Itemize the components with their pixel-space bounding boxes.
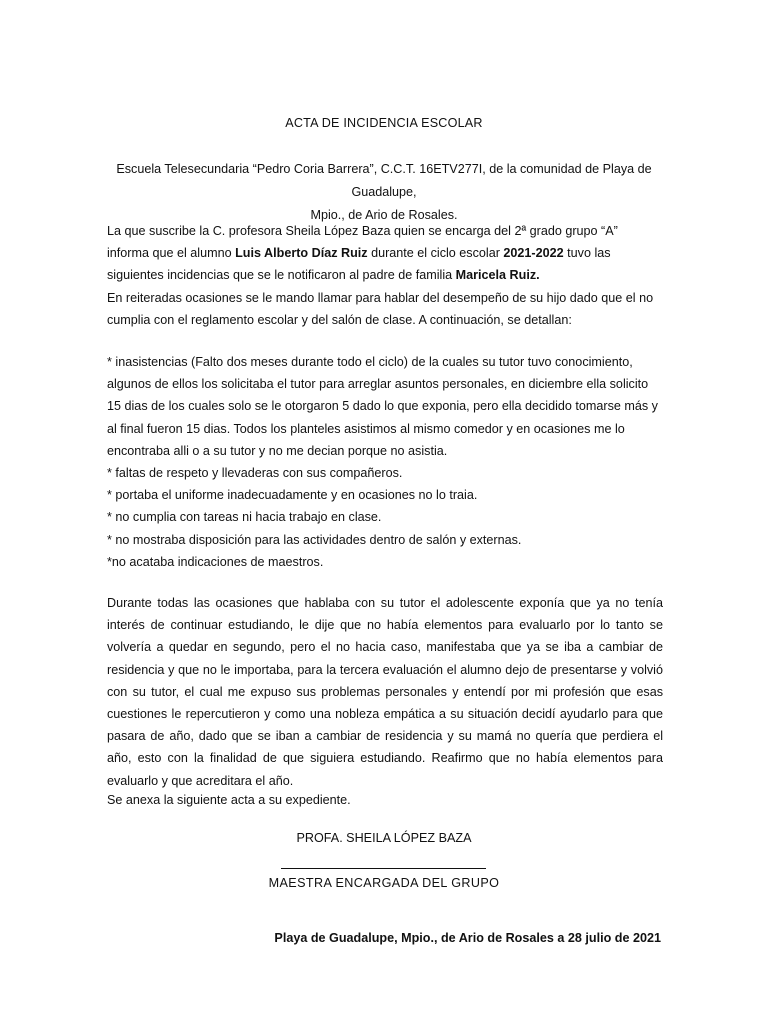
school-header: [104, 158, 664, 227]
intro-text-c: tuvo las siguientes incidencias que se le notificaron al padre de familia: [107, 246, 611, 283]
incident-item: * no cumplia con tareas ni hacia trabajo en clase.: [107, 510, 382, 525]
intro-paragraph-2: En reiteradas ocasiones se le mando llamar para hablar del desempeño de su hijo dado que el no cumplia con el reglamento escolar y del salón de clase. A continuación, se detallan:: [107, 290, 654, 327]
student-name: Luis Alberto Díaz Ruiz: [235, 246, 368, 261]
intro-section: [107, 220, 663, 331]
intro-text-b: durante el ciclo escolar: [367, 246, 504, 261]
intro-paragraph: [107, 220, 663, 287]
incident-item: * inasistencias (Falto dos meses durante todo el ciclo) de la cuales su tutor tuvo conocimiento, algunos de ellos los solicitaba el tutor para arreglar asuntos personales, en diciembre ella solicito 15 dias de los cuales solo se le otorgaron 5 dado lo que exponia, pero ella decidido tomarse más y al final fueron 15 dias. Todos los planteles asistimos al mismo comedor y en ocasiones me lo encontraba alli o a su tutor y no me decian porque no asistia.: [107, 355, 658, 458]
annex-note: Se anexa la siguiente acta a su expediente.: [107, 793, 351, 807]
incident-item: * no mostraba disposición para las actividades dentro de salón y externas.: [107, 532, 522, 547]
signature-line: [281, 868, 486, 869]
intro-text-a: La que suscribe la C. profesora Sheila López Baza quien se encarga del 2ª grado grupo “A” informa que el alumno: [107, 224, 618, 261]
incidents-list: [107, 351, 663, 573]
incident-item: * faltas de respeto y llevaderas con sus compañeros.: [107, 466, 403, 481]
incident-item: * portaba el uniforme inadecuadamente y en ocasiones no lo traia.: [107, 488, 478, 503]
school-line-1: Escuela Telesecundaria “Pedro Coria Barrera”, C.C.T. 16ETV277I, de la comunidad de Playa de Guadalupe,: [116, 162, 652, 199]
signature-name: PROFA. SHEILA LÓPEZ BAZA: [296, 831, 472, 845]
signature-role: MAESTRA ENCARGADA DEL GRUPO: [268, 876, 500, 890]
place-and-date: Playa de Guadalupe, Mpio., de Ario de Rosales a 28 julio de 2021: [274, 931, 661, 945]
school-year: 2021-2022: [503, 246, 564, 261]
closing-paragraph: Durante todas las ocasiones que hablaba con su tutor el adolescente exponía que ya no tenía interés de continuar estudiando, le dije que no había elementos para evaluarlo por lo tanto se volvería a quedar en segundo, pero el no hacia caso, manifestaba que ya se iba a cambiar de residencia y que no le importaba, para la tercera evaluación el alumno dejo de presentarse y volvió con su tutor, el cual me expuso sus problemas personales y entendí por mi profesión que esas cuestiones le repercutieron y como una nobleza empática a su situación decidí ayudarlo para que pasara de año, dado que se iban a cambiar de residencia y su mamá no quería que perdiera el año, esto con la finalidad de que siguiera estudiando. Reafirmo que no había elementos para evaluarlo y que acreditara el año.: [107, 596, 663, 788]
incident-item: *no acataba indicaciones de maestros.: [107, 554, 324, 569]
parent-name: Maricela Ruiz.: [455, 268, 540, 283]
document-title: ACTA DE INCIDENCIA ESCOLAR: [285, 116, 483, 130]
school-line-2: Mpio., de Ario de Rosales.: [310, 208, 458, 222]
